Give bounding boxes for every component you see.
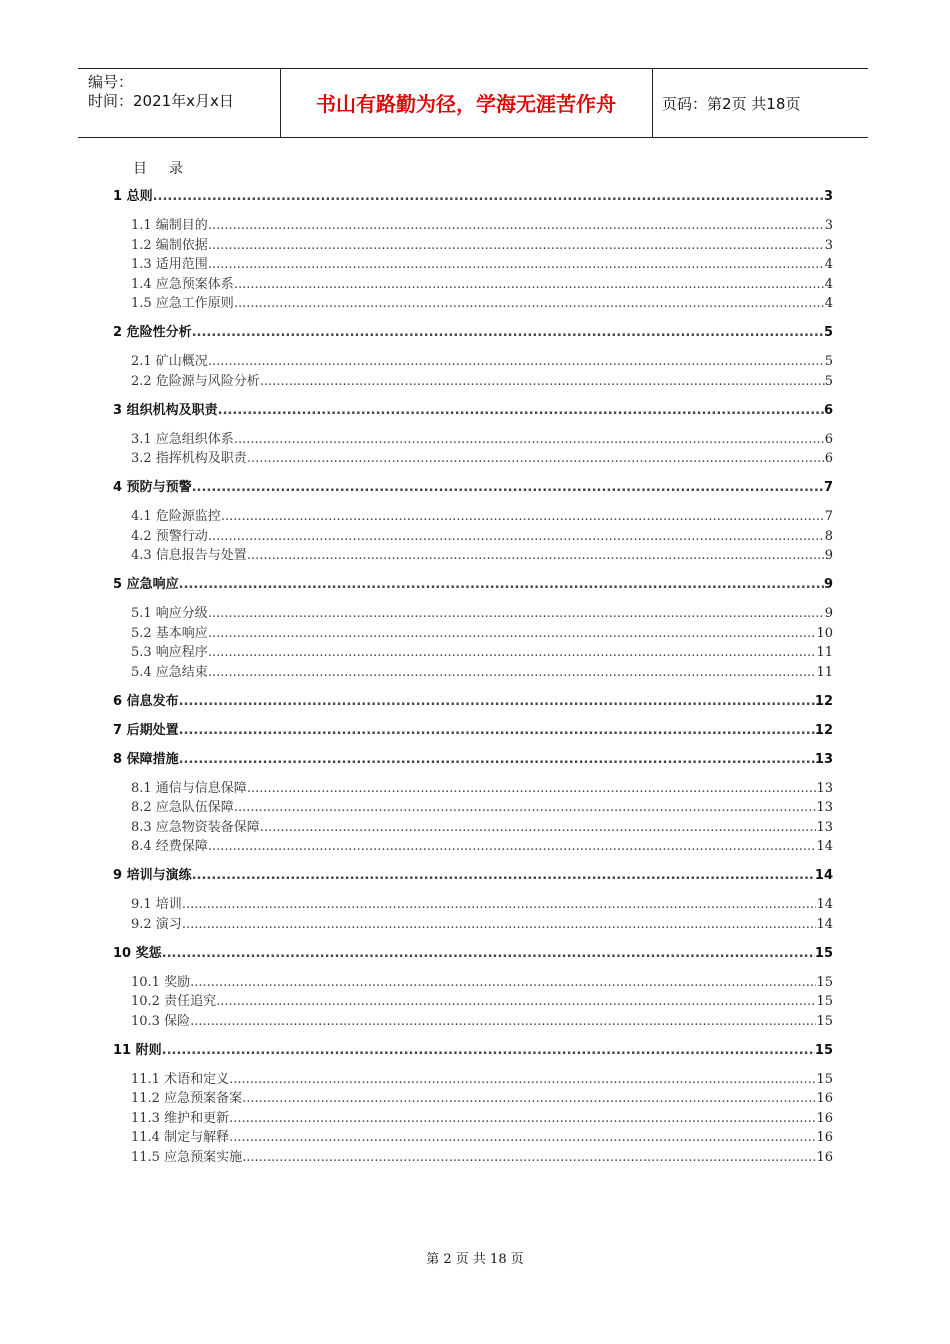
toc-section-entry[interactable] (131, 352, 833, 371)
toc-entry-title: 5.3 响应程序 (131, 645, 208, 660)
toc-entry-title: 4.2 预警行动 (131, 529, 208, 544)
toc-section-entry[interactable] (131, 449, 833, 468)
toc-entry-page: 11 (816, 645, 833, 660)
toc-leader-dots (247, 779, 817, 798)
toc-entry-page: 12 (814, 694, 833, 709)
toc-leader-dots (190, 1012, 816, 1031)
toc-entry-page: 7 (824, 509, 833, 524)
toc-entry-page: 4 (824, 277, 833, 292)
toc-leader-dots (216, 992, 816, 1011)
toc-leader-dots (208, 352, 825, 371)
toc-entry-title: 8.1 通信与信息保障 (131, 781, 247, 796)
toc-section-entry[interactable] (131, 1012, 833, 1031)
toc-entry-page: 13 (816, 781, 833, 796)
toc-entry-title: 8.2 应急队伍保障 (131, 800, 234, 815)
toc-entry-page: 15 (816, 994, 833, 1009)
toc-leader-dots (208, 837, 817, 856)
toc-entry-title: 5 应急响应 (113, 577, 179, 592)
toc-section-entry[interactable] (131, 624, 833, 643)
toc-entry-page: 15 (814, 1043, 833, 1058)
toc-entry-page: 7 (823, 480, 833, 495)
toc-section-entry[interactable] (131, 1148, 833, 1167)
toc-entry-page: 4 (824, 257, 833, 272)
toc-entry-title: 1 总则 (113, 189, 153, 204)
toc-entry-page: 15 (814, 946, 833, 961)
toc-chapter-entry[interactable] (113, 478, 833, 497)
toc-entry-page: 3 (824, 218, 833, 233)
toc-section-entry[interactable] (131, 818, 833, 837)
header-motto-cell (280, 69, 653, 137)
toc-leader-dots (179, 692, 815, 711)
toc-leader-dots (234, 798, 817, 817)
toc-leader-dots (182, 895, 817, 914)
toc-leader-dots (260, 818, 817, 837)
toc-leader-dots (192, 866, 815, 885)
toc-entry-title: 1.4 应急预案体系 (131, 277, 234, 292)
toc-entry-title: 10.2 责任追究 (131, 994, 217, 1009)
toc-chapter-entry[interactable] (113, 721, 833, 740)
toc-entry-page: 5 (824, 354, 833, 369)
toc-section-entry[interactable] (131, 294, 833, 313)
toc-entry-page: 11 (816, 665, 833, 680)
toc-section-entry[interactable] (131, 507, 833, 526)
toc-title-part: 录 (169, 161, 183, 177)
toc-entry-title: 4.1 危险源监控 (131, 509, 221, 524)
toc-entry-title: 9.1 培训 (131, 897, 182, 912)
toc-entry-page: 10 (816, 626, 833, 641)
toc-leader-dots (260, 372, 825, 391)
toc-entry-page: 16 (816, 1091, 833, 1106)
toc-entry-page: 14 (816, 917, 833, 932)
toc-leader-dots (179, 575, 824, 594)
toc-entry-title: 5.4 应急结束 (131, 665, 208, 680)
document-time-label: 时间：2021年x月x日 (88, 92, 234, 110)
toc-entry-page: 16 (816, 1130, 833, 1145)
toc-leader-dots (247, 546, 825, 565)
toc-leader-dots (247, 449, 825, 468)
toc-entry-title: 6 信息发布 (113, 694, 179, 709)
toc-entry-title: 1.3 适用范围 (131, 257, 208, 272)
toc-section-entry[interactable] (131, 973, 833, 992)
toc-entry-title: 9.2 演习 (131, 917, 182, 932)
toc-leader-dots (208, 236, 825, 255)
toc-entry-title: 2.1 矿山概况 (131, 354, 208, 369)
toc-entry-page: 14 (814, 868, 833, 883)
toc-leader-dots (242, 1148, 816, 1167)
toc-leader-dots (208, 643, 817, 662)
toc-entry-title: 11.1 术语和定义 (131, 1072, 230, 1087)
toc-section-entry[interactable] (131, 895, 833, 914)
toc-chapter-entry[interactable] (113, 944, 833, 963)
toc-section-entry[interactable] (131, 372, 833, 391)
toc-section-entry[interactable] (131, 236, 833, 255)
toc-entry-title: 1.1 编制目的 (131, 218, 208, 233)
toc-leader-dots (208, 624, 817, 643)
toc-entry-page: 13 (814, 752, 833, 767)
toc-entry-title: 3 组织机构及职责 (113, 403, 218, 418)
toc-chapter-entry[interactable] (113, 401, 833, 420)
toc-leader-dots (229, 1070, 816, 1089)
toc-entry-title: 11.3 维护和更新 (131, 1111, 230, 1126)
toc-entry-page: 14 (816, 839, 833, 854)
toc-leader-dots (179, 750, 815, 769)
toc-section-entry[interactable] (131, 275, 833, 294)
toc-entry-title: 10.1 奖励 (131, 975, 191, 990)
toc-entry-title: 2 危险性分析 (113, 325, 192, 340)
toc-entry-page: 9 (824, 606, 833, 621)
toc-section-entry[interactable] (131, 1109, 833, 1128)
toc-section-entry[interactable] (131, 430, 833, 449)
toc-entry-title: 1.5 应急工作原则 (131, 296, 234, 311)
toc-leader-dots (192, 323, 824, 342)
toc-leader-dots (208, 255, 825, 274)
toc-section-entry[interactable] (131, 663, 833, 682)
toc-entry-page: 5 (823, 325, 833, 340)
page-footer: 第 2 页 共 18 页 (426, 1252, 524, 1267)
toc-leader-dots (242, 1089, 816, 1108)
toc-entry-title: 4.3 信息报告与处置 (131, 548, 247, 563)
toc-section-entry[interactable] (131, 1089, 833, 1108)
toc-leader-dots (234, 294, 825, 313)
toc-chapter-entry[interactable] (113, 750, 833, 769)
toc-leader-dots (221, 507, 825, 526)
toc-entry-title: 5.1 响应分级 (131, 606, 208, 621)
toc-entry-page: 14 (816, 897, 833, 912)
toc-section-entry[interactable] (131, 527, 833, 546)
toc-leader-dots (162, 944, 815, 963)
toc-entry-title: 8.3 应急物资装备保障 (131, 820, 260, 835)
toc-leader-dots (208, 663, 817, 682)
toc-title-part: 目 (133, 161, 147, 177)
toc-entry-title: 4 预防与预警 (113, 480, 192, 495)
toc-entry-title: 5.2 基本响应 (131, 626, 208, 641)
toc-entry-page: 5 (824, 374, 833, 389)
toc-entry-page: 16 (816, 1150, 833, 1165)
toc-entry-title: 2.2 危险源与风险分析 (131, 374, 260, 389)
toc-entry-page: 3 (823, 189, 833, 204)
header-page-cell (652, 69, 868, 137)
toc-entry-page: 3 (824, 238, 833, 253)
page-header (78, 68, 868, 138)
toc-leader-dots (208, 216, 825, 235)
toc-entry-page: 15 (816, 975, 833, 990)
toc-entry-page: 6 (824, 451, 833, 466)
toc-section-entry[interactable] (131, 779, 833, 798)
header-meta-cell (78, 69, 281, 137)
toc-chapter-entry[interactable] (113, 866, 833, 885)
document-number-label: 编号： (88, 73, 134, 91)
toc-entry-title: 11.5 应急预案实施 (131, 1150, 243, 1165)
toc-leader-dots (190, 973, 816, 992)
toc-entry-page: 13 (816, 820, 833, 835)
toc-entry-title: 1.2 编制依据 (131, 238, 208, 253)
toc-leader-dots (208, 604, 825, 623)
toc-entry-page: 6 (824, 432, 833, 447)
toc-title (133, 158, 205, 178)
toc-section-entry[interactable] (131, 798, 833, 817)
toc-section-entry[interactable] (131, 604, 833, 623)
toc-entry-title: 11.2 应急预案备案 (131, 1091, 243, 1106)
toc-section-entry[interactable] (131, 992, 833, 1011)
toc-section-entry[interactable] (131, 837, 833, 856)
toc-section-entry[interactable] (131, 1070, 833, 1089)
toc-entry-title: 9 培训与演练 (113, 868, 192, 883)
toc-section-entry[interactable] (131, 643, 833, 662)
toc-entry-page: 15 (816, 1014, 833, 1029)
toc-leader-dots (234, 275, 825, 294)
toc-chapter-entry[interactable] (113, 323, 833, 342)
toc-entry-page: 8 (824, 529, 833, 544)
toc-leader-dots (162, 1041, 815, 1060)
toc-section-entry[interactable] (131, 546, 833, 565)
toc-entry-title: 8 保障措施 (113, 752, 179, 767)
toc-leader-dots (208, 527, 825, 546)
toc-entry-title: 10.3 保险 (131, 1014, 191, 1029)
toc-section-entry[interactable] (131, 216, 833, 235)
toc-leader-dots (218, 401, 824, 420)
toc-section-entry[interactable] (131, 255, 833, 274)
toc-entry-title: 11 附则 (113, 1043, 162, 1058)
toc-entry-title: 3.1 应急组织体系 (131, 432, 234, 447)
toc-section-entry[interactable] (131, 1128, 833, 1147)
toc-chapter-entry[interactable] (113, 1041, 833, 1060)
toc-entry-title: 3.2 指挥机构及职责 (131, 451, 247, 466)
toc-chapter-entry[interactable] (113, 575, 833, 594)
toc-leader-dots (153, 187, 824, 206)
toc-entry-page: 6 (823, 403, 833, 418)
toc-leader-dots (234, 430, 825, 449)
toc-chapter-entry[interactable] (113, 692, 833, 711)
toc-entry-title: 10 奖惩 (113, 946, 162, 961)
toc-leader-dots (179, 721, 815, 740)
toc-entry-page: 13 (816, 800, 833, 815)
toc-leader-dots (192, 478, 824, 497)
header-motto: 书山有路勤为径，学海无涯苦作舟 (316, 92, 616, 116)
toc-section-entry[interactable] (131, 915, 833, 934)
toc-entry-page: 12 (814, 723, 833, 738)
toc-chapter-entry[interactable] (113, 187, 833, 206)
toc-entry-page: 9 (824, 548, 833, 563)
toc-entry-page: 16 (816, 1111, 833, 1126)
toc-leader-dots (182, 915, 817, 934)
toc-entry-page: 9 (823, 577, 833, 592)
toc-entry-page: 4 (824, 296, 833, 311)
toc-entry-title: 11.4 制定与解释 (131, 1130, 230, 1145)
header-page-number: 页码：第2页 共18页 (662, 95, 801, 113)
toc-leader-dots (229, 1109, 816, 1128)
toc-leader-dots (229, 1128, 816, 1147)
toc-entry-title: 7 后期处置 (113, 723, 179, 738)
toc-entry-page: 15 (816, 1072, 833, 1087)
toc-entry-title: 8.4 经费保障 (131, 839, 208, 854)
